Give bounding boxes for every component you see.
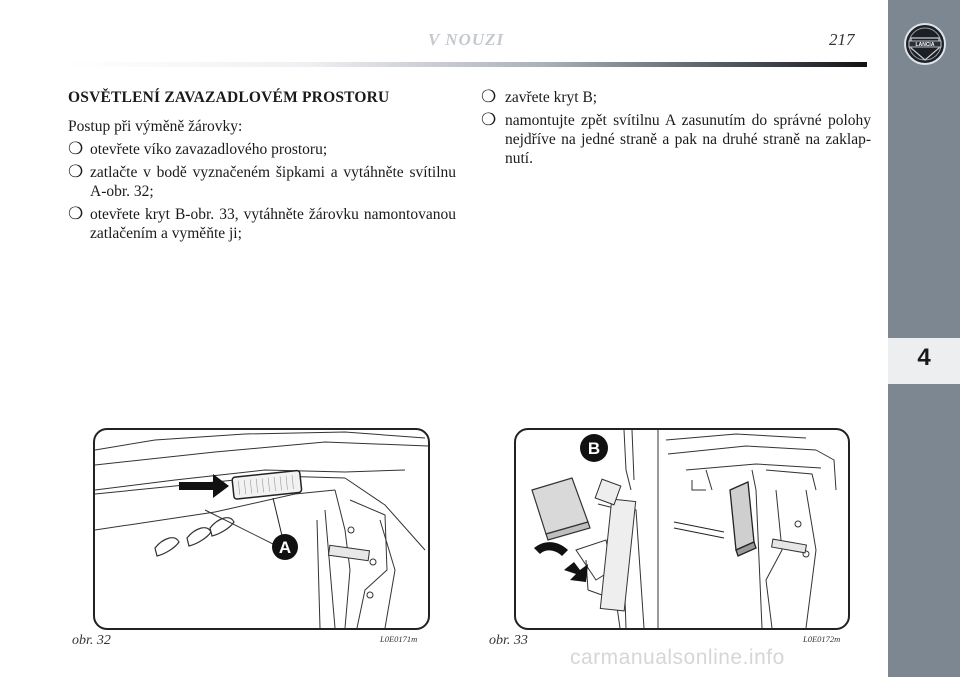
push-arrow-icon [179, 474, 229, 498]
section-title: V NOUZI [428, 30, 505, 49]
figure-32-caption: obr. 32 [72, 633, 111, 648]
list-item: ❍ zatlačte v bodě vyznačeném šipkami a vytáhněte svítilnu A-obr. 32; [68, 162, 456, 200]
figure-33-caption: obr. 33 [489, 633, 528, 648]
bullet-circle-icon: ❍ [481, 110, 497, 130]
intro-text: Postup při výměně žárovky: [68, 118, 243, 135]
left-step-list [68, 140, 456, 243]
chapter-number: 4 [917, 344, 931, 371]
callout-a-label: A [278, 538, 292, 557]
list-item: ❍ otevřete víko zavazadlového prostoru; [68, 139, 328, 159]
section-heading: OSVĚTLENÍ ZAVAZADLOVÉM PROSTORU [68, 89, 390, 106]
rotate-arrow-icon [534, 542, 568, 556]
figure-33-illustration [514, 428, 850, 630]
figure-32-code: L0E0171m [380, 634, 418, 644]
trunk-light-removal-illustration [95, 430, 428, 628]
bullet-circle-icon: ❍ [68, 162, 84, 182]
header-rule [66, 62, 867, 67]
right-step-list [481, 88, 871, 168]
list-item: ❍ namontujte zpět svítilnu A zasunutím do správné polohy nejdříve na jedné straně a pak na druhé straně na zaklap-nutí. [481, 110, 871, 167]
left-column [68, 88, 456, 247]
right-column [481, 88, 871, 172]
page-number: 217 [829, 30, 855, 49]
lancia-logo-icon [903, 22, 947, 66]
logo-text: LANCIA [915, 42, 935, 48]
figure-33-code: L0E0172m [803, 634, 841, 644]
list-item: ❍ zavřete kryt B; [481, 87, 598, 107]
watermark: carmanualsonline.info [570, 646, 785, 669]
lamp-cover-illustration [516, 430, 848, 628]
figure-32-illustration [93, 428, 430, 630]
list-item: ❍ otevřete kryt B-obr. 33, vytáhněte žárovku namontovanou zatlačením a vyměňte ji; [68, 204, 456, 242]
bullet-circle-icon: ❍ [481, 87, 497, 107]
pull-arrow-icon [564, 562, 588, 582]
callout-b-label: B [587, 439, 601, 458]
sidebar-lower [888, 384, 960, 677]
bullet-circle-icon: ❍ [68, 204, 84, 224]
bullet-circle-icon: ❍ [68, 139, 84, 159]
